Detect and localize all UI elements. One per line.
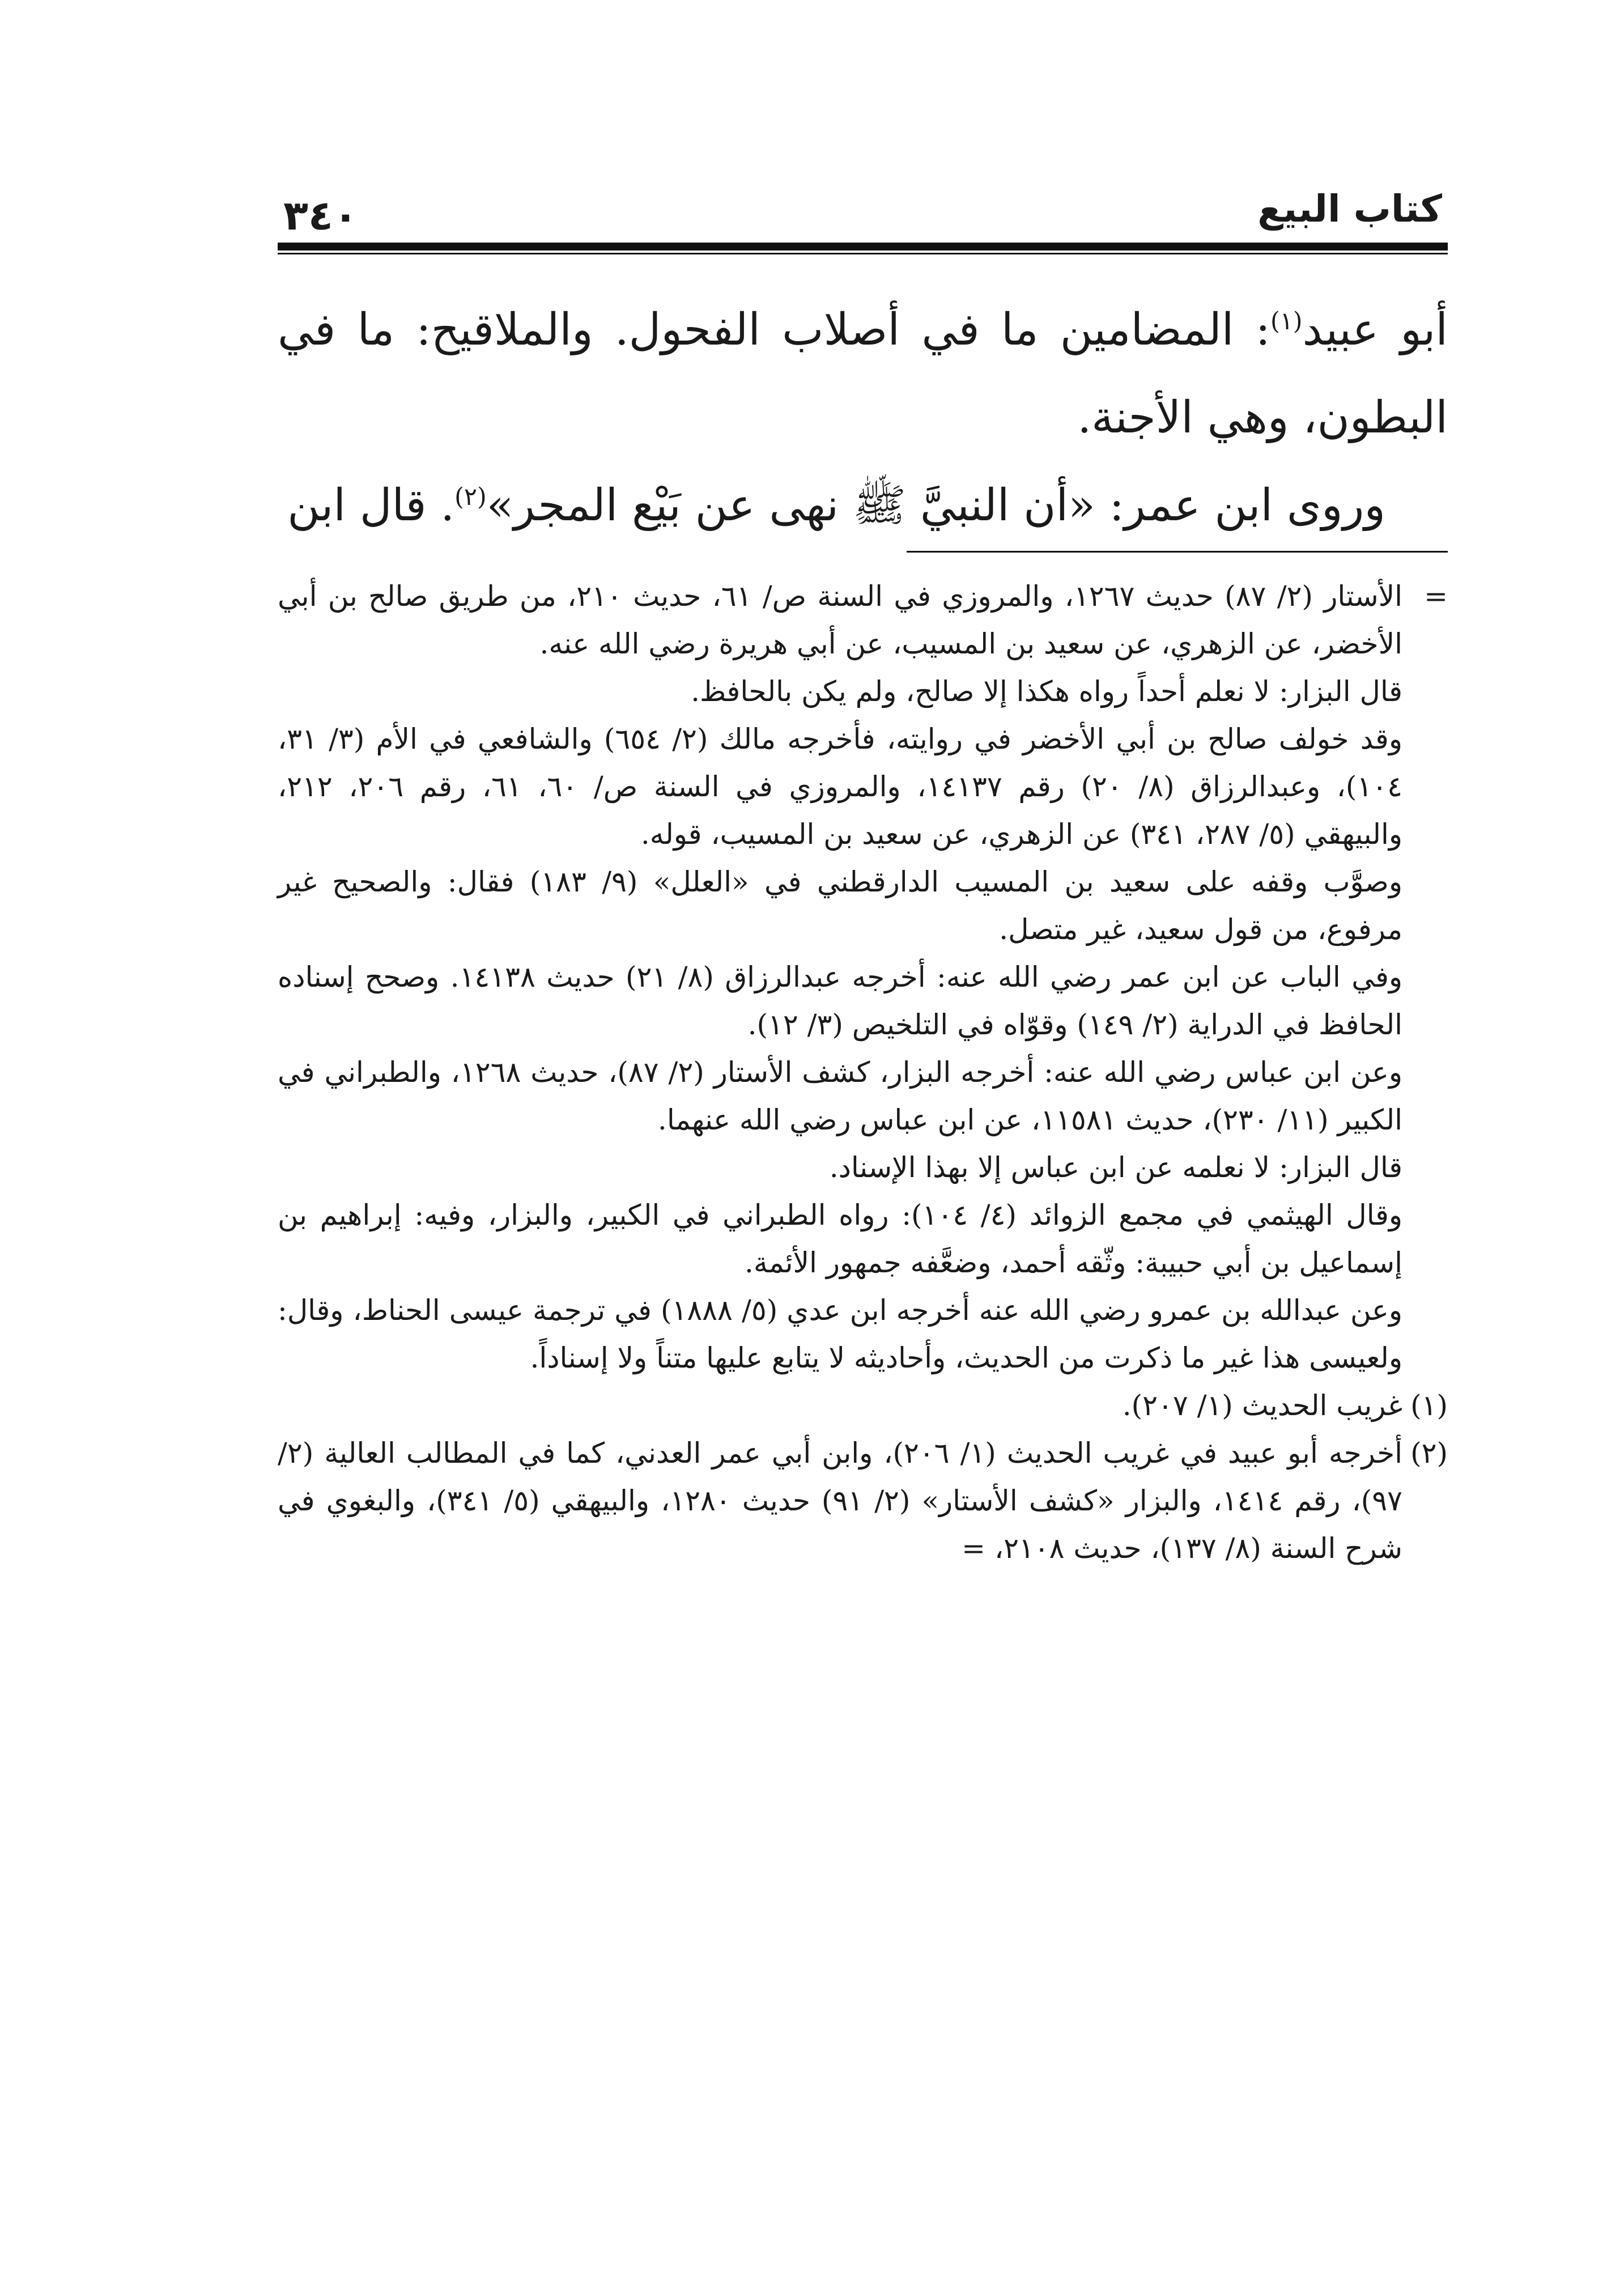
footnote-paragraph: وفي الباب عن ابن عمر رضي الله عنه: أخرجه عبدالرزاق (٨/ ٢١) حديث ١٤١٣٨. وصحح إسناده الحافظ في الدراية (٢/ ١٤٩) وقوّاه في التلخيص (٣/ ١٢). [278, 961, 1402, 1041]
footnote-ref[interactable]: (٢) [454, 483, 487, 511]
main-text [278, 286, 1448, 550]
book-title: كتاب البيع [1257, 187, 1442, 231]
footnote-text: أخرجه أبو عبيد في غريب الحديث (١/ ٢٠٦)، وابن أبي عمر العدني، كما في المطالب العالية (٢/ ٩٧)، رقم ١٤١٤، والبزار «كشف الأستار» (٢/ ٩١) حديث ١٢٨٠، والبيهقي (٥/ ٣٤١)، والبغوي في شرح السنة (٨/ ١٣٧)، حديث ٢١٠٨، [278, 1437, 1402, 1565]
main-paragraph: وروى ابن عمر: «أن النبيَّ ﷺ نهى عن بَيْع المجر»$^{(٢)}$. قال ابن [287, 480, 1385, 531]
footnote-paragraph: وصوَّب وقفه على سعيد بن المسيب الدارقطني في «العلل» (٩/ ١٨٣) فقال: والصحيح غير مرفوع، من قول سعيد، غير متصل. [278, 865, 1402, 946]
continued-mark: = [962, 1532, 986, 1565]
footnote-item [278, 1382, 1448, 1429]
footnote-paragraph: قال البزار: لا نعلم أحداً رواه هكذا إلا صالح، ولم يكن بالحافظ. [691, 675, 1402, 708]
main-paragraph: أبو عبيد$^{(١)}$: المضامين ما في أصلاب الفحول. والملاقيح: ما في البطون، وهي الأجنة. [278, 304, 1448, 443]
footnotes [278, 572, 1448, 1572]
footnote-number: (١) [1410, 1389, 1448, 1422]
continuation-mark: = [1424, 580, 1448, 613]
header-rule [278, 243, 1448, 250]
page-header [278, 180, 1448, 248]
footnote-paragraph: وقد خولف صالح بن أبي الأخضر في روايته، فأخرجه مالك (٢/ ٦٥٤) والشافعي في الأم (٣/ ٣١، ١٠٤)، وعبدالرزاق (٨/ ٢٠) رقم ١٤١٣٧، والمروزي في السنة ص/ ٦٠، ٦١، رقم ٢٠٦، ٢١٢، والبيهقي (٥/ ٢٨٧، ٣٤١) عن الزهري، عن سعيد بن المسيب، قوله. [278, 723, 1403, 851]
footnote-ref[interactable]: (١) [1270, 307, 1303, 336]
footnote-paragraph: الأستار (٢/ ٨٧) حديث ١٢٦٧، والمروزي في السنة ص/ ٦١، حديث ٢١٠، من طريق صالح بن أبي الأخضر، عن الزهري، عن سعيد بن المسيب، عن أبي هريرة رضي الله عنه. [278, 580, 1403, 660]
footnote-item [278, 1429, 1448, 1572]
footnote-paragraph: وعن ابن عباس رضي الله عنه: أخرجه البزار، كشف الأستار (٢/ ٨٧)، حديث ١٢٦٨، والطبراني في الكبير (١١/ ٢٣٠)، حديث ١١٥٨١، عن ابن عباس رضي الله عنهما. [278, 1056, 1402, 1136]
footnote-continuation [278, 572, 1448, 1382]
page-number: ٣٤٠ [283, 192, 358, 239]
footnote-number: (٢) [1410, 1437, 1448, 1470]
footnote-text: غريب الحديث (١/ ٢٠٧). [1122, 1389, 1402, 1422]
footnote-paragraph: وعن عبدالله بن عمرو رضي الله عنه أخرجه ابن عدي (٥/ ١٨٨٨) في ترجمة عيسى الحناط، وقال: ولعيسى هذا غير ما ذكرت من الحديث، وأحاديثه لا يتابع عليها متناً ولا إسناداً. [278, 1294, 1403, 1374]
footnote-paragraph: قال البزار: لا نعلمه عن ابن عباس إلا بهذا الإسناد. [829, 1151, 1402, 1184]
header-rule-thin [278, 253, 1448, 254]
footnote-separator [907, 551, 1448, 553]
footnote-paragraph: وقال الهيثمي في مجمع الزوائد (٤/ ١٠٤): رواه الطبراني في الكبير، والبزار، وفيه: إبراهيم بن إسماعيل بن أبي حبيبة: وثّقه أحمد، وضعَّفه جمهور الأئمة. [278, 1199, 1402, 1279]
